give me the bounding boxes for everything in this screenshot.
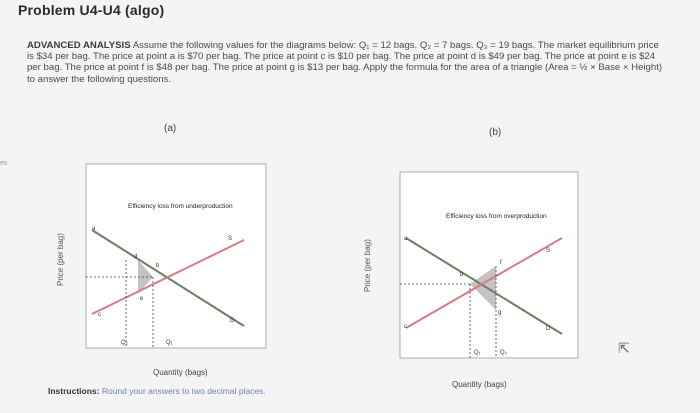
figure-a-chart (78, 160, 268, 360)
figure-b-title: Efficiency loss from overproduction (446, 213, 547, 220)
figure-b-supply-label: S (546, 248, 551, 254)
figure-b-demand-label: D (546, 326, 551, 332)
figure-b-q3-label: Q₃ (500, 350, 508, 356)
figure-b-chart (392, 168, 582, 368)
figure-b-point-b: b (460, 272, 464, 278)
figure-b-plot-area (400, 172, 578, 358)
figure-a-supply-label: S (228, 236, 233, 242)
instructions (48, 386, 266, 396)
figure-a-y-axis-label: Price (per bag) (56, 233, 65, 286)
figure-a-point-b: b (156, 263, 160, 269)
figure-a-title: Efficiency loss from underproduction (128, 203, 233, 210)
figure-a-point-c: c (98, 312, 101, 318)
figure-a-plot-area (86, 164, 266, 348)
figure-a-point-a: a (92, 226, 96, 232)
figure-b-point-a: a (404, 236, 408, 242)
figure-b-label: (b) (489, 127, 502, 138)
figure-b-point-g: g (498, 310, 502, 316)
figure-a-label: (a) (164, 123, 177, 134)
mouse-cursor-icon: ⇱ (618, 340, 630, 356)
figure-a-q2-label: Q₂ (121, 340, 128, 346)
figure-b-y-axis-label: Price (per bag) (363, 239, 372, 292)
figure-a-x-axis-label: Quantity (bags) (153, 368, 208, 377)
figure-b-point-c: c (404, 324, 407, 330)
figure-b-point-f: f (500, 260, 502, 266)
figure-a-point-e: e (140, 296, 144, 302)
problem-lead: ADVANCED ANALYSIS (27, 40, 131, 51)
instructions-text: Round your answers to two decimal places. (99, 386, 266, 396)
figure-a-demand-label: D (230, 318, 235, 324)
figure-a-point-d: d (134, 254, 138, 260)
figure-a-q1-label: Q₁ (166, 340, 173, 346)
edge-text: es (0, 160, 8, 167)
figure-b-q1-label: Q₁ (474, 350, 481, 356)
problem-statement (27, 40, 667, 85)
problem-title: Problem U4-U4 (algo) (18, 2, 165, 18)
problem-text: Assume the following values for the diagrams below: Q₁ = 12 bags. Q₂ = 7 bags. Q₃ = 19 bags. The market equilibrium price is $34 per bag. The price at point a is $70 per bag. The price at point c is $10 per bag. The price at point d is $49 per bag. The price at point e is $24 per bag. The price at point f is $48 per bag. The price at point g is $13 per bag. Apply the formula for the area of a triangle (Area = ½ × Base × Height) to answer the following questions. (27, 40, 663, 85)
figure-b-x-axis-label: Quantity (bags) (452, 380, 507, 389)
instructions-label: Instructions: (48, 386, 100, 396)
